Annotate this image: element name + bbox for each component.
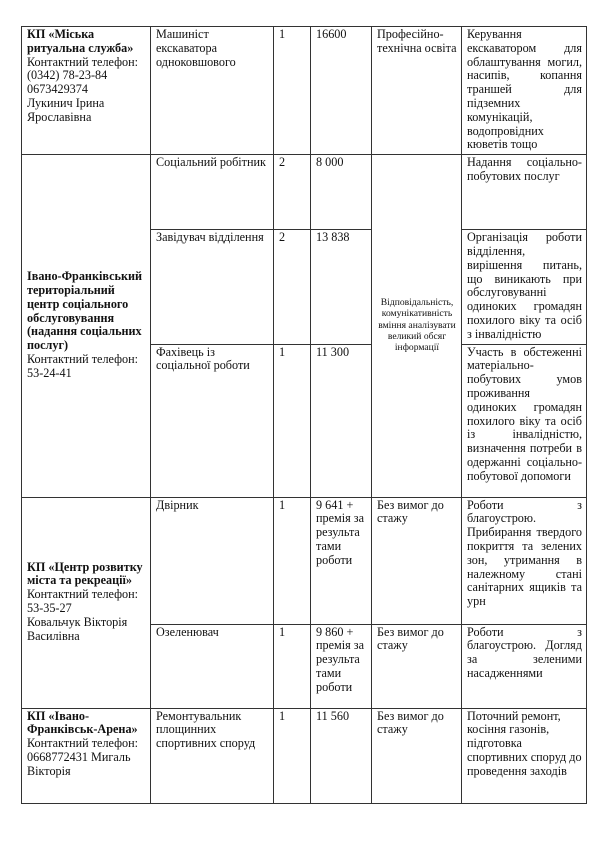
position-duties: Роботи з благоустрою. Прибирання твердого покриття та зелених зон, утримання в належному стані санітарних ящиків та урн <box>462 497 587 624</box>
contact-label: Контактний телефон: <box>27 54 138 69</box>
position-duties: Поточний ремонт, косіння газонів, підготовка спортивних споруд до проведення заходів <box>462 708 587 803</box>
position-salary: 13 838 <box>311 230 372 344</box>
position-count: 1 <box>274 708 311 803</box>
shared-requirements: Відповідальність, комунікативність вміння аналізувати великий обсяг інформації <box>372 155 462 497</box>
table-row <box>22 708 587 803</box>
position-duties: Організація роботи відділення, вирішення питань, що виникають при обслуговуванні одиноких громадян похилого віку та осіб з інвалідністю <box>462 230 587 344</box>
position-count: 1 <box>274 27 311 155</box>
position-count: 1 <box>274 624 311 708</box>
organization-cell <box>22 497 151 708</box>
position-salary: 8 000 <box>311 155 372 230</box>
organization-name: КП «Центр розвитку міста та рекреації» <box>27 559 143 588</box>
contact-person: Лукинич Ірина Ярославівна <box>27 95 105 124</box>
contact-phones: 53-35-27 <box>27 601 72 616</box>
table-row <box>22 27 587 155</box>
organization-name: КП «Міська ритуальна служба» <box>27 27 134 55</box>
organization-cell <box>22 27 151 155</box>
position-title: Ремонтувальник площинних спортивних споруд <box>151 708 274 803</box>
position-requirements: Без вимог до стажу <box>372 624 462 708</box>
position-salary: 9 860 + премія за результа тами роботи <box>311 624 372 708</box>
position-salary: 11 300 <box>311 344 372 497</box>
table-row <box>22 497 587 624</box>
position-title: Соціальний робітник <box>151 155 274 230</box>
position-requirements: Професійно-технічна освіта <box>372 27 462 155</box>
position-requirements: Без вимог до стажу <box>372 708 462 803</box>
contact-label: Контактний телефон: <box>27 736 138 751</box>
position-requirements: Без вимог до стажу <box>372 497 462 624</box>
position-salary: 11 560 <box>311 708 372 803</box>
table-row <box>22 155 587 230</box>
position-duties: Участь в обстеженні матеріально-побутових умов проживання одиноких громадян похилого віку та осіб із інвалідністю, визначення потреби в одержанні соціально-побутової допомоги <box>462 344 587 497</box>
position-count: 2 <box>274 155 311 230</box>
contact-phones: (0342) 78-23-84 0673429374 <box>27 68 108 97</box>
position-count: 1 <box>274 344 311 497</box>
organization-cell <box>22 155 151 497</box>
position-count: 2 <box>274 230 311 344</box>
position-salary: 16600 <box>311 27 372 155</box>
contact-person: Ковальчук Вікторія Василівна <box>27 614 128 643</box>
organization-cell <box>22 708 151 803</box>
contact-label: Контактний телефон: <box>27 351 138 366</box>
position-duties: Роботи з благоустрою. Догляд за зеленими насадженнями <box>462 624 587 708</box>
position-count: 1 <box>274 497 311 624</box>
organization-name: Івано-Франківський територіальний центр соціального обслуговування (надання соціальних послуг) <box>27 269 143 353</box>
contact-phones: 0668772431 Мигаль Вікторія <box>27 749 131 778</box>
vacancies-table <box>21 26 587 804</box>
position-title: Завідувач відділення <box>151 230 274 344</box>
contact-phones: 53-24-41 <box>27 365 72 380</box>
contact-label: Контактний телефон: <box>27 587 138 602</box>
organization-name: КП «Івано-Франківськ-Арена» <box>27 708 138 737</box>
position-duties: Керування екскаватором для облаштування могил, насипів, копання траншей для підземних комунікацій, водопровідних кюветів тощо <box>462 27 587 155</box>
position-title: Двірник <box>151 497 274 624</box>
position-title: Машиніст екскаватора одноковшового <box>151 27 274 155</box>
position-duties: Надання соціально-побутових послуг <box>462 155 587 230</box>
position-salary: 9 641 + премія за результа тами роботи <box>311 497 372 624</box>
position-title: Озеленювач <box>151 624 274 708</box>
position-title: Фахівець із соціальної роботи <box>151 344 274 497</box>
